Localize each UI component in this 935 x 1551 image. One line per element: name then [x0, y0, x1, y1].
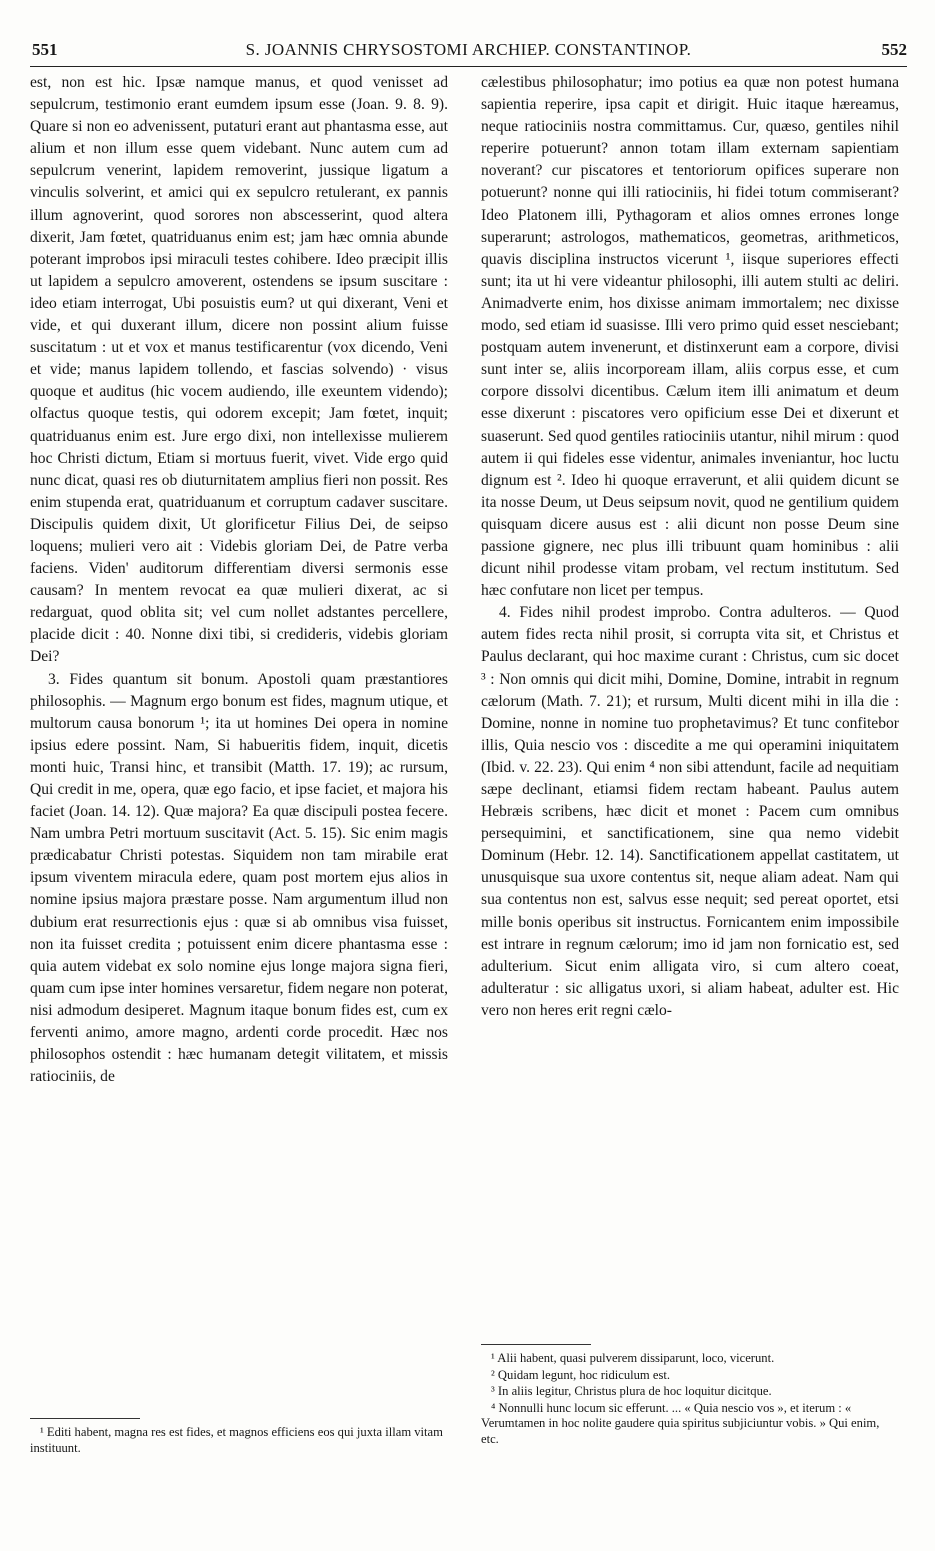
right-column [481, 72, 899, 1022]
running-header [30, 40, 907, 67]
footnote-divider [481, 1344, 591, 1345]
right-footnotes [481, 1334, 899, 1449]
left-footnotes [30, 1408, 448, 1457]
paragraph: 4. Fides nihil prodest improbo. Contra adulteros. — Quod autem fides recta nihil prosit, si corrupta vita sit, et Christus et Paulus declarant, qui hoc maxime curant : Christus, cum sic docet ³ : Non omnis qui dicit mihi, Domine, Domine, intrabit in regnum cælorum (Math. 7. 21); et rursum, Multi dicent mihi in illa die : Domine, nonne in nomine tuo prophetavimus? Et tunc confitebor illis, Quia nescio vos : discedite a me qui operamini iniquitatem (Ibid. v. 22. 23). Qui enim ⁴ non sibi attendunt, facile ad nequitiam sæpe declinant, etiamsi fidem rectam habeant. Paulus autem Hebræis scribens, hæc dicit et monet : Pacem cum omnibus persequimini, et sanctificationem, sine qua nemo videbit Dominum (Hebr. 12. 14). Sanctificationem appellat castitatem, ut unusquisque sua uxore contentus sit, neque aliam adeat. Nam qui sua contentus non est, salvus esse nequit; sed pereat oportet, etsi mille bonis operibus sit instructus. Fornicantem enim impossibile est intrare in regnum cælorum; imo id jam non fornicatio est, sed adulterium. Sicut enim alligata viro, si cum altero coeat, adulteratur : sic alligatus uxori, si aliam habeat, adulter est. Hic vero non heres erit regni cælo- [481, 604, 899, 1019]
running-title: S. JOANNIS CHRYSOSTOMI ARCHIEP. CONSTANTINOP. [245, 40, 692, 59]
paragraph: est, non est hic. Ipsæ namque manus, et quod venisset ad sepulcrum, testimonio erant eumdem ipsum esse (Joan. 9. 8. 9). Quare si non eo advenissent, putaturi erant aut phantasma esse, aut alium et non illum esse quem videbant. Nunc autem cum ad sepulcrum venerint, lapidem removerint, jussique ligatum a vinculis solverint, et amici qui ex sepulcro retulerant, ex pannis illum agnoverint, quod sorores non abscesserint, quod altera dixerit, Jam fœtet, quatriduanus enim est; jam hæc omnia abunde poterant improbos ipsi miraculi testes cohibere. Ideo præcipit illis ut lapidem a sepulcro amoverent, ostendens se ipsum suscitare : ideo etiam interrogat, Ubi posuistis eum? ut qui dixerant, Veni et vide, et qui duxerant illum, dicere non possint alium fuisse suscitatum : ut et vox et manus testificarentur (vox dicendo, Veni et vide; manus lapidem tollendo, et fascias solvendo) · visus quoque et auditus (hic vocem audiendo, ille exeuntem videndo); olfactus quoque testis, qui odorem excepit; Jam fœtet, inquit; quatriduanus enim est. Jure ergo dixi, non intellexisse mulierem hoc Christi dictum, Etiam si mortuus fuerit, vivet. Vide ergo quid nunc dicat, quasi res ob diuturnitatem amplius fieri non possit. Res enim stupenda erat, quatriduanum et corruptum cadaver suscitare. Discipulis quidem dixit, Ut glorificetur Filius Dei, de seipso loquens; mulieri vero ait : Videbis gloriam Dei, de Patre verba faciens. Viden' auditorum differentiam diversi sermonis esse causam? In mentem revocat ea quæ mulieri dixerat, ac si redarguat, quod oblita sit; vel cum nollet adstantes percellere, placide dicit : 40. Nonne dixi tibi, si credideris, videbis gloriam Dei? [30, 74, 448, 666]
paragraph: 3. Fides quantum sit bonum. Apostoli quam præstantiores philosophis. — Magnum ergo bonum est fides, magnum utique, et multorum causa bonorum ¹; ita ut homines Dei opera in nomine ipsius edere possint. Nam, Si habueritis fidem, inquit, dicetis monti huic, Transi hinc, et transibit (Matth. 17. 19); ac rursum, Qui credit in me, opera, quæ ego facio, et ipse faciet, et majora his faciet (Joan. 14. 12). Quæ majora? Ea quæ discipuli postea fecere. Nam umbra Petri mortuum suscitavit (Act. 5. 15). Sic enim magis prædicabatur Christi potestas. Siquidem non tam mirabile erat ipsum viventem miracula edere, quam post mortem ejus alios in nomine ipsius majora præstare posse. Nam argumentum illud non dubium erat resurrectionis ejus : quæ si ab omnibus visa fuisset, non ita fuisset credita ; potuissent enim dicere phantasma esse : quia autem videbat ex solo nomine ejus longe majora signa fieri, quam cum ipse inter homines versaretur, fidem negare non poterat, nisi admodum desiperet. Magnum itaque bonum fides est, cum ex ferventi animo, amore magno, ardenti corde procedit. Hæc nos philosophos ostendit : hæc humanam detegit vilitatem, et missis ratiociniis, de [30, 670, 448, 1086]
footnote: ² Quidam legunt, hoc ridiculum est. [491, 1367, 671, 1382]
footnote: ³ In aliis legitur, Christus plura de hoc loquitur dicitque. [491, 1384, 772, 1399]
page-number-left: 551 [32, 40, 58, 59]
paragraph: cælestibus philosophatur; imo potius ea quæ non potest humana sapientia reperire, ipsa capit et dirigit. Huic itaque hæreamus, neque ratiociniis nostra committamus. Cur, quæso, gentiles nihil reperire potuerunt? annon totam illam externam sapientiam noverant? cur piscatores et tentoriorum opifices superare non potuerunt? nonne qui illi ratiociniis, hi fidei totum commiserant? Ideo Platonem illi, Pythagoram et alios omnes errones longe superarunt; astrologos, mathematicos, geometras, arithmeticos, quavis disciplina instructos vicerunt ¹, iisque superiores effecti sunt; ita ut hi vere videantur philosophi, illi autem stulti ac deliri. Animadverte enim, hos dixisse animam immortalem; nec dixisse modo, sed etiam id suasisse. Illi vero primo quid esset nesciebant; postquam autem invenerunt, et distinxerunt eam a corpore, divisi sunt inter se, aliis incorpoream illam, aliis corpus esse, et cum corpore dissolvi dicentibus. Cælum item illi animatum et deum esse dixerunt : piscatores vero opificium esse Dei et dixerunt et suaserunt. Sed quod gentiles ratiociniis utantur, nihil mirum : quod autem ii qui fideles esse videntur, animales inveniantur, hoc luctu dignum est ². Ideo hi quoque erraverunt, et alii quidem dicunt se ita nosse Deum, ut Deus seipsum novit, quod ne gentilium quidem quisquam dicere ausus est : alii dicunt non posse Deum sine passione gignere, nec plus illi tribuunt quam hominibus : alii dicunt nihil prodesse vitam probam, vel rectum institutum. Sed hæc confutare non licet per tempus. [481, 74, 899, 600]
page-number-right: 552 [881, 40, 907, 59]
footnote-divider [30, 1418, 140, 1419]
left-column [30, 72, 448, 1088]
footnote: ¹ Editi habent, magna res est fides, et magnos efficiens eos qui juxta illam vitam instituunt. [30, 1425, 443, 1455]
footnote: ⁴ Nonnulli hunc locum sic efferunt. ... « Quia nescio vos », et iterum : « Verumtamen in hoc nolite gaudere quia spiritus subjiciuntur vobis. » Qui enim, etc. [481, 1400, 880, 1446]
footnote: ¹ Alii habent, quasi pulverem dissiparunt, loco, vicerunt. [491, 1351, 775, 1365]
